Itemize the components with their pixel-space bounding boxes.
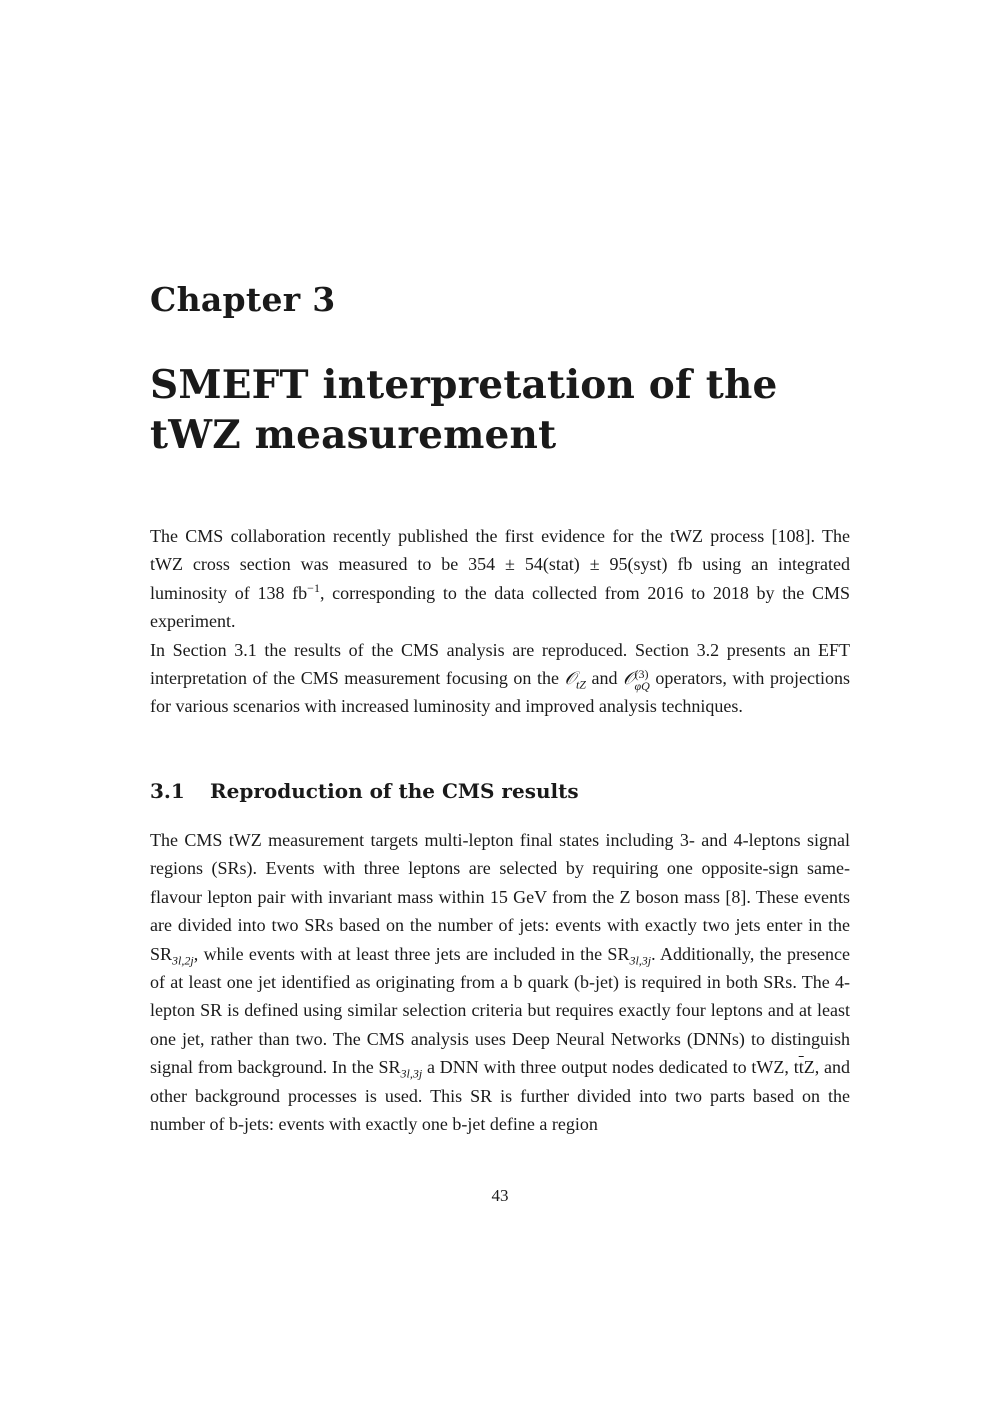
- operator-ophiq3-indices: [634, 668, 649, 692]
- operator-otz: [564, 668, 586, 692]
- operator-ophiq3-superscript: (3): [634, 667, 649, 682]
- section-text-5: Z, and other background processes is used. This SR is further divided into two parts based on the number of b-jets: events with exactly one b-jet define a region: [150, 1057, 851, 1135]
- operator-ophiq3-symbol: 𝒪: [623, 668, 635, 689]
- section-number: 3.1: [150, 779, 185, 803]
- inverse-fb-exponent: −1: [307, 580, 320, 595]
- section-paragraph: [150, 826, 850, 1138]
- chapter-title: [150, 360, 850, 460]
- intro-p1-text: The CMS collaboration recently published the first evidence for the tWZ process [108]. The tWZ cross section was measured to be 354 ± 54(stat) ± 95(syst) fb using an integrated luminosity of 138 fb: [150, 526, 850, 603]
- section-text-4: a DNN with three output nodes dedicated to tWZ,: [422, 1057, 794, 1078]
- intro-p2-end: operators, with projections for various scenarios with increased luminosity and improved analysis techniques.: [150, 668, 850, 717]
- intro-paragraph-2: [150, 636, 850, 721]
- sr-3j-subscript: 3l,3j: [629, 953, 652, 968]
- chapter-title-line-1: SMEFT interpretation of the: [150, 362, 778, 408]
- chapter-title-line-2: tWZ measurement: [150, 412, 557, 458]
- section-body: [150, 826, 850, 1138]
- tbar-symbol: $\overline{t}$: [798, 1057, 804, 1078]
- intro-text: [150, 522, 850, 721]
- sr-3j-subscript-2: 3l,3j: [400, 1066, 423, 1081]
- section-text-3: . Additionally, the presence of at least one jet identified as originating from a b quark (b-jet) is required in both SRs. The 4-lepton SR is defined using similar selection criteria but requires exactly four leptons and at least one jet, rather than two. The CMS analysis uses Deep Neural Networks (DNNs) to distinguish signal from background. In the SR: [150, 943, 850, 1078]
- intro-p2-and: and: [585, 668, 624, 689]
- section-text-1: The CMS tWZ measurement targets multi-lepton final states including 3- and 4-leptons signal regions (SRs). Events with three leptons are selected by requiring one opposite-sign same-flavour lepton pair with invariant mass within 15 GeV from the Z boson mass [8]. These events are divided into two SRs based on the number of jets: events with exactly two jets enter in the SR: [150, 830, 850, 964]
- chapter-label: Chapter 3: [150, 280, 336, 319]
- section-heading: [150, 776, 579, 806]
- operator-ophiq3: [623, 667, 650, 694]
- operator-ophiq3-subscript: φQ: [634, 679, 650, 694]
- page: [150, 0, 850, 1414]
- intro-p1-end: , corresponding to the data collected from 2016 to 2018 by the CMS experiment.: [150, 582, 851, 632]
- section-title: Reproduction of the CMS results: [210, 779, 579, 803]
- intro-p2-start: In Section 3.1 the results of the CMS analysis are reproduced. Section 3.2 presents an EFT interpretation of the CMS measurement focusing on the: [150, 639, 850, 689]
- ttbar-symbol: $t\overline{t}$: [793, 1057, 804, 1078]
- page-number: 43: [491, 1186, 509, 1205]
- operator-otz-subscript: tZ: [575, 677, 586, 692]
- operator-otz-symbol: 𝒪: [564, 668, 576, 689]
- intro-paragraph-1: [150, 522, 850, 636]
- section-text-2: , while events with at least three jets are included in the SR: [193, 943, 630, 964]
- sr-2j-subscript: 3l,2j: [172, 953, 194, 968]
